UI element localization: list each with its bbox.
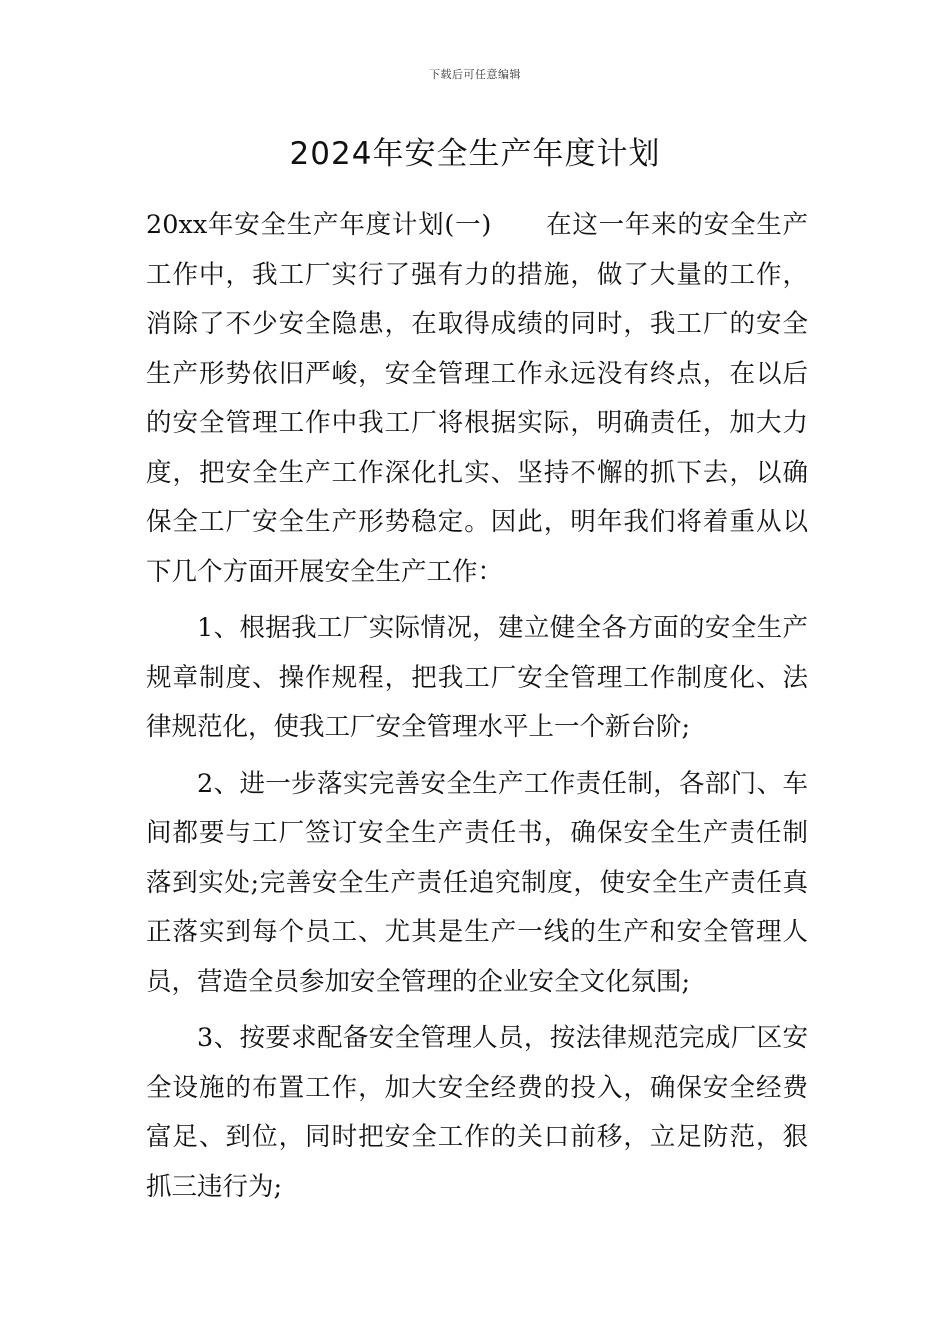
paragraph-item-3: 3、按要求配备安全管理人员，按法律规范完成厂区安全设施的布置工作，加大安全经费的投入，确保安全经费富足、到位，同时把安全工作的关口前移，立足防范，狠抓三违行为; bbox=[146, 1023, 808, 1202]
paragraph-item-1: 1、根据我工厂实际情况，建立健全各方面的安全生产规章制度、操作规程，把我工厂安全管理工作制度化、法律规范化，使我工厂安全管理水平上一个新台阶; bbox=[146, 613, 808, 742]
document-title: 2024年安全生产年度计划 bbox=[289, 136, 661, 172]
intro-paragraph bbox=[146, 201, 808, 597]
intro-text: 在这一年来的安全生产工作中，我工厂实行了强有力的措施，做了大量的工作，消除了不少安全隐患，在取得成绩的同时，我工厂的安全生产形势依旧严峻，安全管理工作永远没有终点，在以后的安全管理工作中我工厂将根据实际，明确责任，加大力度，把安全生产工作深化扎实、坚持不懈的抓下去，以确保全工厂安全生产形势稳定。因此，明年我们将着重从以下几个方面开展安全生产工作： bbox=[146, 210, 808, 587]
paragraph-item-2: 2、进一步落实完善安全生产工作责任制，各部门、车间都要与工厂签订安全生产责任书，确保安全生产责任制落到实处;完善安全生产责任追究制度，使安全生产责任真正落实到每个员工、尤其是生产一线的生产和安全管理人员，营造全员参加安全管理的企业安全文化氛围; bbox=[146, 768, 808, 997]
document-body bbox=[146, 201, 808, 1219]
intro-heading: 20xx年安全生产年度计划(一) bbox=[146, 210, 492, 240]
header-note: 下载后可任意编辑 bbox=[429, 68, 521, 81]
